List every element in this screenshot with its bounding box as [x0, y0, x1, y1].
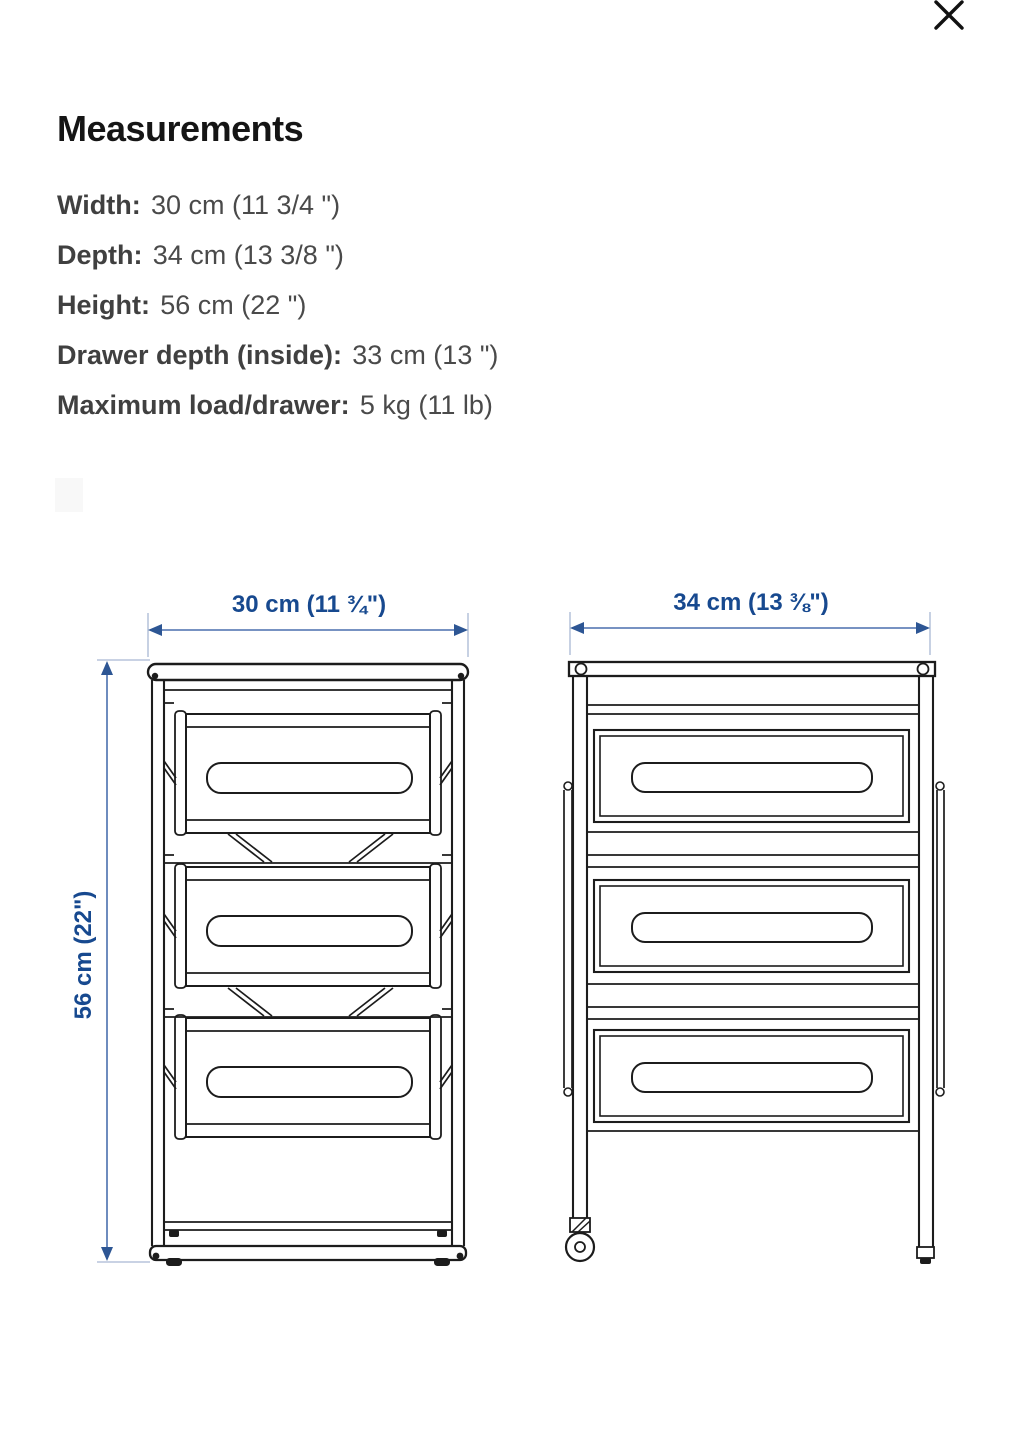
spec-label: Maximum load/drawer: — [57, 390, 350, 420]
side-view-drawing — [564, 662, 944, 1264]
measurement-diagram — [0, 560, 1016, 1320]
width-dimension-arrow — [148, 613, 468, 657]
spec-row-drawer-depth — [57, 330, 498, 380]
spec-value: 5 kg (11 lb) — [359, 390, 493, 420]
page-title: Measurements — [57, 108, 304, 150]
spec-value: 30 cm (11 3/4 ") — [150, 190, 341, 220]
spec-value: 56 cm (22 ") — [160, 290, 307, 320]
depth-dimension-arrow — [570, 612, 930, 655]
spec-value: 34 cm (13 3/8 ") — [152, 240, 344, 270]
spec-label: Drawer depth (inside): — [57, 340, 343, 370]
spec-value: 33 cm (13 ") — [352, 340, 499, 370]
depth-dimension-label: 34 cm (13 ⅜") — [673, 589, 829, 616]
spec-row-width — [57, 180, 498, 230]
spec-row-max-load — [57, 380, 498, 430]
height-dimension-label: 56 cm (22") — [70, 890, 97, 1020]
spec-label: Depth: — [57, 240, 143, 270]
spec-label: Height: — [57, 290, 150, 320]
width-dimension-label: 30 cm (11 ¾") — [231, 591, 387, 618]
front-view-drawing — [148, 664, 468, 1266]
height-dimension-arrow — [97, 660, 150, 1262]
close-button[interactable] — [928, 0, 970, 36]
spec-row-depth — [57, 230, 498, 280]
close-icon — [928, 0, 970, 36]
spec-list — [57, 180, 498, 430]
spec-row-height — [57, 280, 498, 330]
spec-label: Width: — [57, 190, 141, 220]
image-placeholder — [55, 478, 83, 512]
